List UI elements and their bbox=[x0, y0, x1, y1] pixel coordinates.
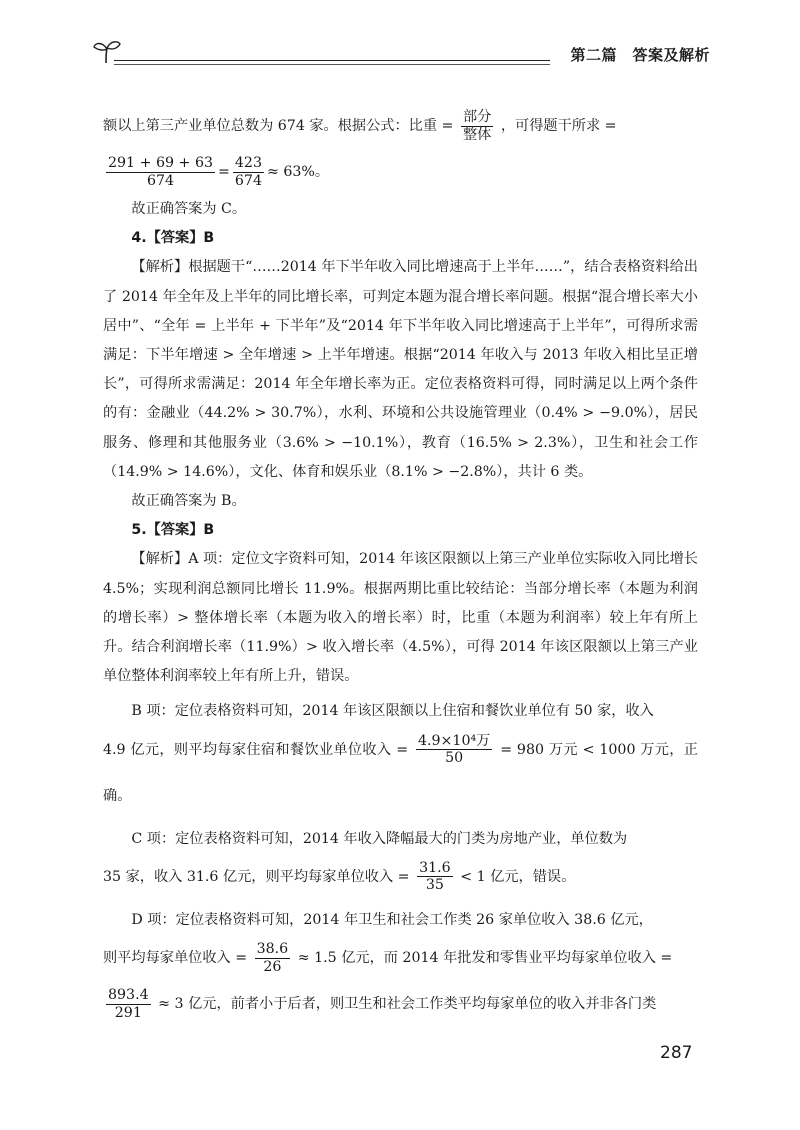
question-4-answer: 故正确答案为 B。 bbox=[131, 493, 246, 510]
fraction-option-c bbox=[417, 860, 453, 894]
fraction-retail bbox=[106, 987, 151, 1021]
page-header bbox=[92, 36, 710, 76]
equals-sign: = bbox=[218, 164, 230, 180]
option-d-line-3 bbox=[103, 981, 698, 1027]
paragraph-formula-intro bbox=[103, 103, 698, 149]
text-segment: 35 家，收入 31.6 亿元，则平均每家单位收入 = bbox=[103, 868, 410, 885]
option-d-line-2 bbox=[103, 935, 698, 981]
page-body bbox=[103, 103, 698, 1027]
option-c-line-1: C 项：定位表格资料可知，2014 年收入降幅最大的门类为房地产业，单位数为 bbox=[131, 830, 628, 847]
answer-line-3: 故正确答案为 C。 bbox=[131, 201, 247, 217]
fraction-numerator: 423 bbox=[234, 155, 262, 172]
fraction-denominator: 50 bbox=[445, 750, 464, 767]
fraction-numerator: 4.9×10⁴万 bbox=[417, 732, 491, 749]
text-segment: ≈ 1.5 亿元，而 2014 年批发和零售业平均每家单位收入 = bbox=[297, 950, 673, 967]
fraction-option-d bbox=[255, 941, 291, 975]
question-4-analysis: 【解析】根据题干“……2014 年下半年收入同比增速高于上半年……”，结合表格资料给出了 2014 年全年及上半年的同比增长率，可判定本题为混合增长率问题。根据“混合增长率大小居中”、“全年 = 上半年 + 下半年”及“2014 年下半年收入同比增速高于上半年”，可得所求需满足：下半年增速 > 全年增速 > 上半年增速。根据“2014 年收入与 2013 年收入相比呈正增长”，可得所求需满足：2014 年全年增长率为正。定位表格资料可得，同时满足以上两个条件的有：金融业（44.2% > 30.7%），水利、环境和公共设施管理业（0.4% > −9.0%），居民服务、修理和其他服务业（3.6% > −10.1%），教育（16.5% > 2.3%），卫生和社会工作（14.9% > 14.6%），文化、体育和娱乐业（8.1% > −2.8%），共计 6 类。 bbox=[103, 259, 698, 480]
fraction-denominator: 整体 bbox=[462, 126, 492, 143]
fraction-denominator: 674 bbox=[146, 172, 175, 189]
fraction-denominator: 35 bbox=[425, 877, 444, 894]
page-number: 287 bbox=[660, 1043, 693, 1063]
fraction-numerator: 893.4 bbox=[108, 987, 149, 1004]
text-segment: ≈ 3 亿元，前者小于后者，则卫生和社会工作类平均每家单位的收入并非各门类 bbox=[158, 996, 657, 1013]
fraction-option-b bbox=[416, 733, 492, 767]
fraction-numerator: 部分 bbox=[462, 109, 492, 126]
option-d-line-1: D 项：定位表格资料可知，2014 年卫生和社会工作类 26 家单位收入 38.6 亿元， bbox=[131, 911, 653, 928]
header-rule bbox=[114, 60, 550, 61]
text-segment: 额以上第三产业单位总数为 674 家。根据公式：比重 = bbox=[103, 118, 454, 134]
fraction-denominator: 26 bbox=[263, 958, 282, 975]
fraction-denominator: 674 bbox=[234, 172, 262, 189]
option-b-line-1: B 项：定位表格资料可知，2014 年该区限额以上住宿和餐饮业单位有 50 家，收入 bbox=[131, 703, 654, 720]
question-4-heading: 4.【答案】B bbox=[131, 230, 215, 247]
text-segment: 则平均每家单位收入 = bbox=[103, 950, 248, 967]
text-segment: = 980 万元 < 1000 万元，正确。 bbox=[103, 741, 698, 804]
text-segment: ，可得题干所求 = bbox=[500, 118, 617, 134]
text-segment: ≈ 63%。 bbox=[266, 164, 330, 180]
option-b-line-2 bbox=[103, 727, 698, 819]
text-segment: < 1 亿元，错误。 bbox=[460, 868, 576, 885]
section-title: 第二篇 答案及解析 bbox=[570, 46, 710, 64]
fraction-numerator: 291 + 69 + 63 bbox=[108, 155, 213, 172]
fraction-sum bbox=[106, 155, 215, 189]
paragraph-formula-result bbox=[103, 149, 698, 195]
fraction-numerator: 38.6 bbox=[256, 941, 289, 958]
fraction-part-whole bbox=[461, 109, 493, 143]
question-5-heading: 5.【答案】B bbox=[131, 522, 215, 539]
option-c-line-2 bbox=[103, 854, 698, 900]
fraction-denominator: 291 bbox=[114, 1004, 142, 1021]
fraction-total bbox=[233, 155, 264, 189]
fraction-numerator: 31.6 bbox=[419, 860, 451, 877]
question-5-analysis-a: 【解析】A 项：定位文字资料可知，2014 年该区限额以上第三产业单位实际收入同比增长 4.5%；实现利润总额同比增长 11.9%。根据两期比重比较结论：当部分增长率（本题为利润的增长率）> 整体增长率（本题为收入的增长率）时，比重（本题为利润率）较上年有所上升。结合利润增长率（11.9%）> 收入增长率（4.5%），可得 2014 年该区限额以上第三产业单位整体利润率较上年有所上升，错误。 bbox=[103, 551, 698, 685]
header-rule-thin bbox=[114, 64, 550, 65]
text-segment: 4.9 亿元，则平均每家住宿和餐饮业单位收入 = bbox=[103, 741, 409, 758]
